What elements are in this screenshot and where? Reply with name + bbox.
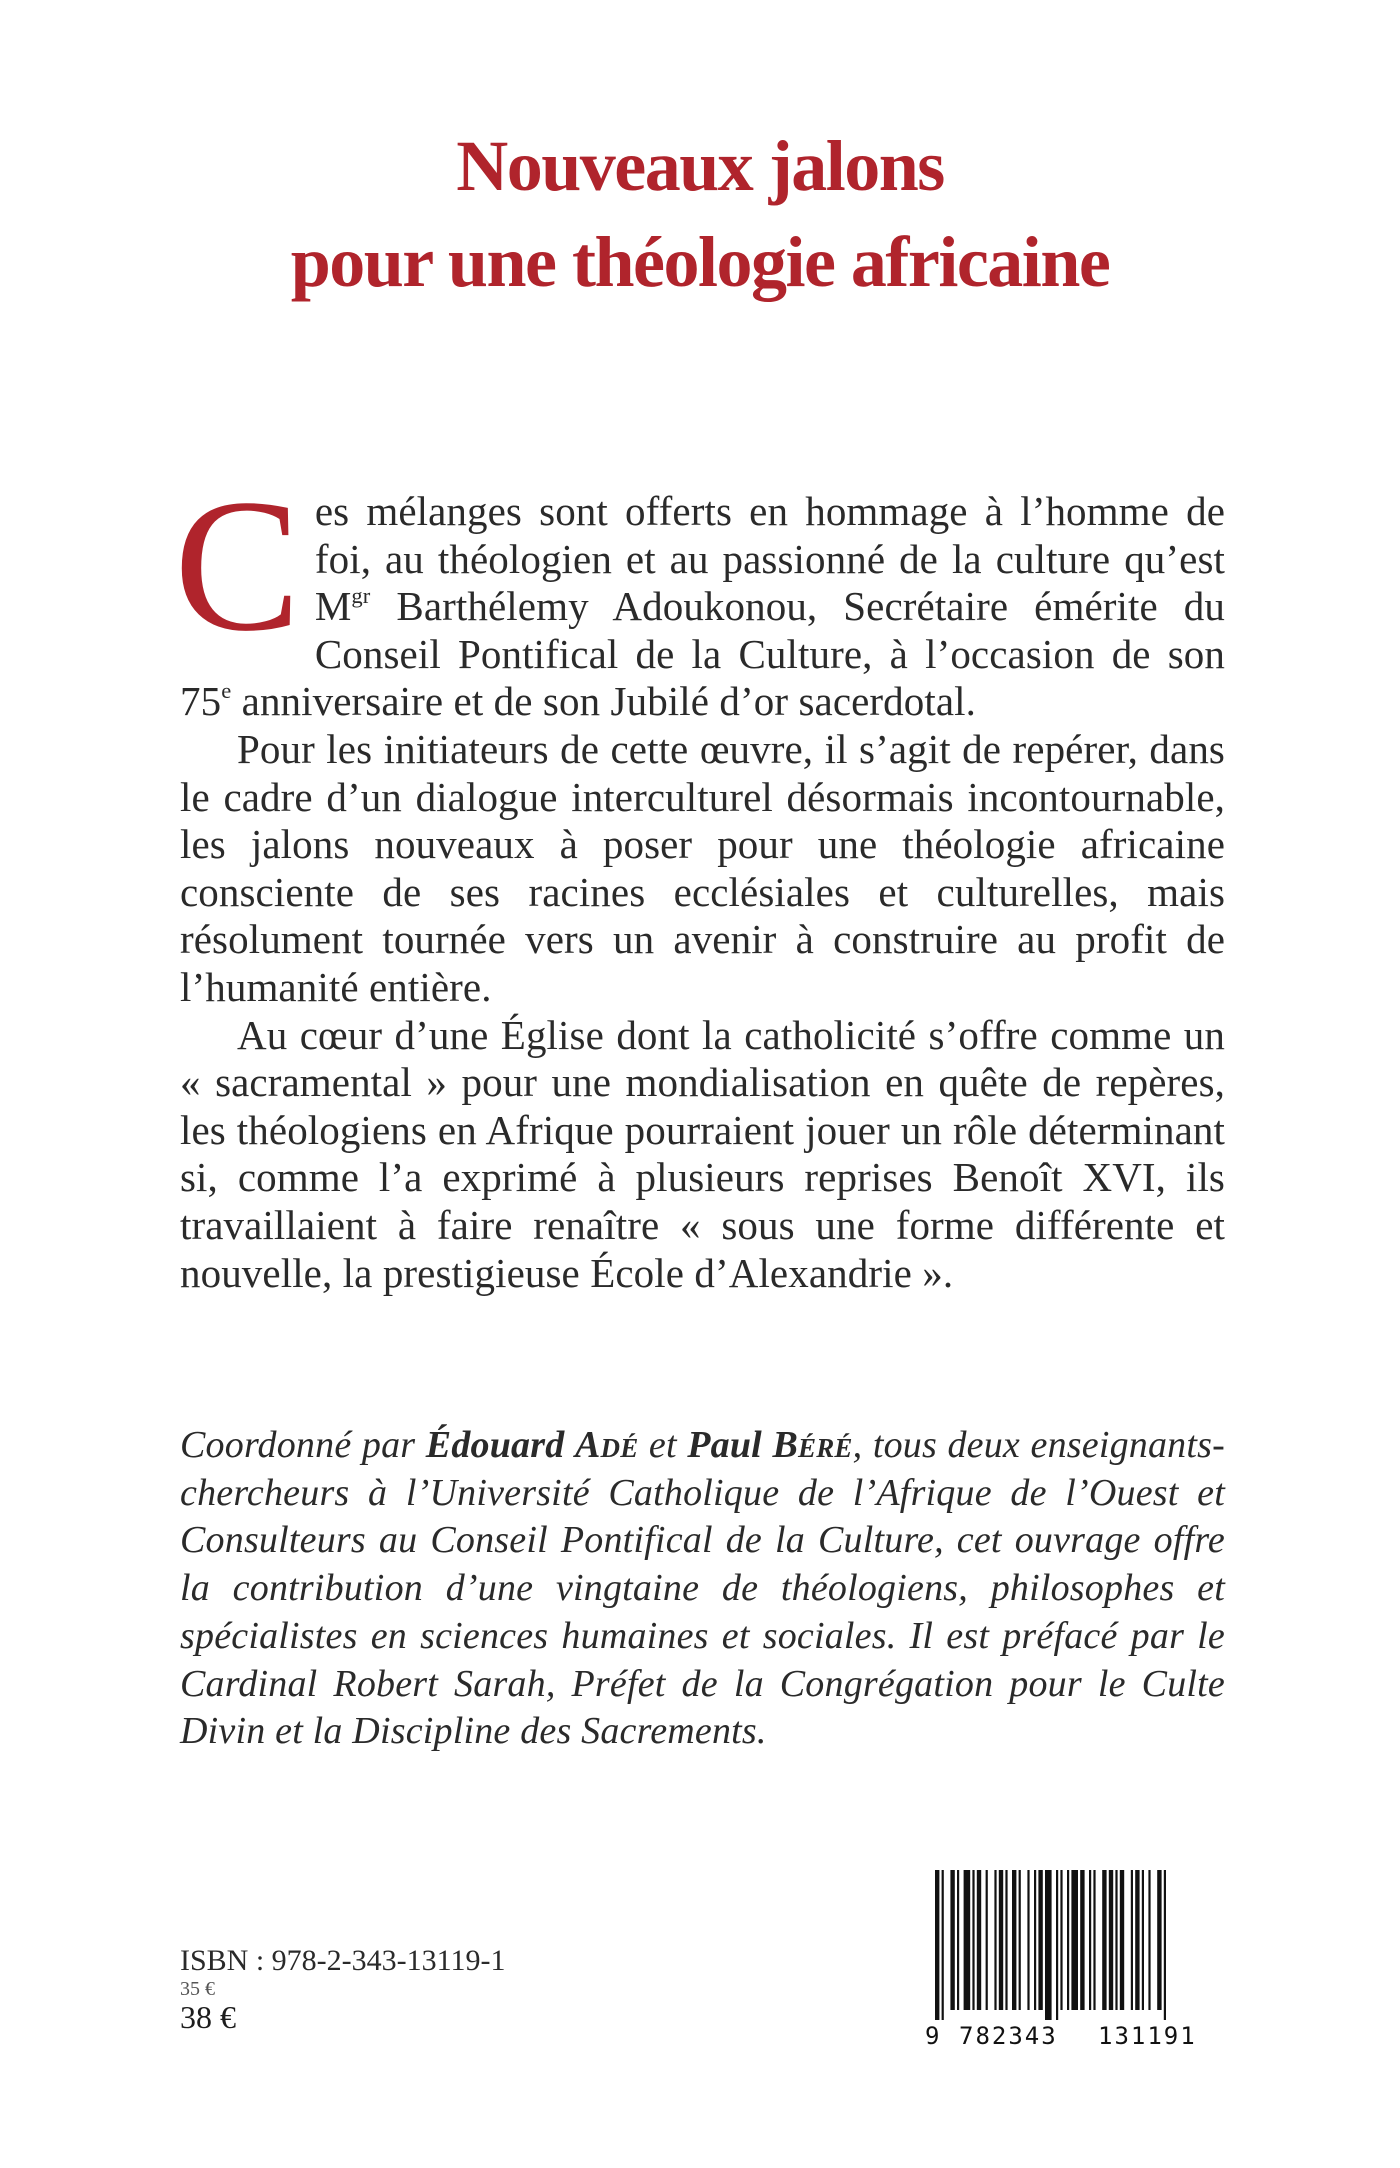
barcode-bar bbox=[1142, 1870, 1144, 2010]
barcode-bar bbox=[1157, 1870, 1161, 2010]
barcode-bar bbox=[1080, 1870, 1084, 2010]
barcode-bar bbox=[1027, 1870, 1029, 2010]
barcode-bar bbox=[1071, 1870, 1078, 2010]
barcode-bar bbox=[972, 1870, 974, 2010]
blurb-paragraph-3: Au cœur d’une Église dont la catholicité s’offre comme un « sacramental » pour une mondialisation en quête de repères, les théologiens en Afrique pourraient jouer un rôle déterminant si, comme l’a exprimé à plusieurs reprises Benoît XVI, ils travaillaient à faire renaître « sous une forme différente et nouvelle, la prestigieuse École d’Alexandrie ». bbox=[180, 1011, 1225, 1296]
barcode-bar bbox=[1056, 1870, 1058, 2020]
coord-rest: , tous deux enseignants-chercheurs à l’Université Catholique de l’Afrique de l’Ouest et Consulteurs au Conseil Pontifical de la Culture, cet ouvrage offre la contribution d’une vingtaine de théologiens, philosophes et spécialistes en sciences humaines et sociales. Il est préfacé par le Cardinal Robert Sarah, Préfet de la Congrégation pour le Culte Divin et la Discipline des Sacrements. bbox=[180, 1424, 1225, 1753]
barcode-bar bbox=[935, 1870, 939, 2020]
blurb-paragraph-1 bbox=[174, 461, 1225, 726]
barcode-bar bbox=[1148, 1870, 1150, 2010]
barcode bbox=[925, 1870, 1225, 2040]
barcode-bar bbox=[942, 1870, 944, 2020]
isbn: ISBN : 978-2-343-13119-1 bbox=[180, 1944, 506, 1977]
p1-part2: Barthélemy Adoukonou, Secrétaire émérite du Conseil Pontifical de la Culture, à l’occasion de son 75 bbox=[180, 583, 1225, 725]
barcode-bar bbox=[1045, 1870, 1052, 2020]
author-2-first: Paul bbox=[687, 1424, 773, 1466]
barcode-bar bbox=[1102, 1870, 1106, 2010]
barcode-bar bbox=[1131, 1870, 1133, 2010]
p1-sup-gr: gr bbox=[351, 583, 371, 609]
barcode-bar bbox=[977, 1870, 981, 2010]
author-1-first: Édouard bbox=[425, 1424, 575, 1466]
barcode-bar bbox=[994, 1870, 996, 2010]
barcode-digit-first: 9 bbox=[925, 2022, 940, 2050]
barcode-bar bbox=[964, 1870, 971, 2010]
title-line-1: Nouveaux jalons bbox=[456, 126, 944, 206]
barcode-bar bbox=[1034, 1870, 1036, 2010]
barcode-bar bbox=[1164, 1870, 1166, 2020]
barcode-bar bbox=[1135, 1870, 1139, 2010]
barcode-bar bbox=[1005, 1870, 1007, 2010]
barcode-bar bbox=[999, 1870, 1003, 2010]
barcode-bar bbox=[1109, 1870, 1113, 2010]
barcode-bar bbox=[1012, 1870, 1016, 2010]
author-1-last: Adé bbox=[574, 1424, 639, 1466]
coord-conj: et bbox=[638, 1424, 688, 1466]
barcode-bar bbox=[957, 1870, 959, 2010]
drop-cap: C bbox=[174, 461, 301, 671]
coord-intro: Coordonné par bbox=[180, 1424, 426, 1466]
barcode-bar bbox=[1060, 1870, 1062, 2010]
blurb-paragraph-2: Pour les initiateurs de cette œuvre, il s’agit de repérer, dans le cadre d’un dialogue interculturel désormais incontournable, les jalons nouveaux à poser pour une théologie africaine consciente de ses racines ecclésiales et culturelles, mais résolument tournée vers un avenir à construire au profit de l’humanité entière. bbox=[180, 725, 1225, 1010]
title-line-2: pour une théologie africaine bbox=[290, 222, 1110, 302]
barcode-bar bbox=[1019, 1870, 1021, 2010]
barcode-graphic bbox=[925, 1870, 1225, 2020]
barcode-bar bbox=[1115, 1870, 1117, 2010]
barcode-bar bbox=[1093, 1870, 1095, 2010]
author-2 bbox=[687, 1424, 852, 1466]
barcode-bar bbox=[1089, 1870, 1091, 2010]
old-price: 35 € bbox=[180, 1978, 215, 2000]
barcode-bar bbox=[1038, 1870, 1042, 2010]
p1-sup-e: e bbox=[221, 678, 232, 704]
coordination-note bbox=[180, 1422, 1225, 1756]
p1-part1: es mélanges sont offerts en hommage à l’homme de foi, au théologien et au passionné de la culture qu’est M bbox=[314, 488, 1225, 630]
barcode-bar bbox=[1067, 1870, 1069, 2010]
barcode-digits-left: 782343 bbox=[959, 2022, 1058, 2050]
barcode-bar bbox=[1120, 1870, 1124, 2010]
blurb bbox=[174, 461, 1225, 1297]
barcode-bar bbox=[950, 1870, 954, 2010]
p1-part3: anniversaire et de son Jubilé d’or sacerdotal. bbox=[231, 678, 977, 725]
barcode-digits-right: 131191 bbox=[1098, 2022, 1197, 2050]
author-1 bbox=[426, 1424, 639, 1466]
book-title bbox=[0, 118, 1400, 310]
price: 38 € bbox=[180, 1999, 236, 2035]
barcode-digits bbox=[925, 2022, 1225, 2050]
barcode-bar bbox=[986, 1870, 988, 2010]
author-2-last: Béré bbox=[772, 1424, 853, 1466]
